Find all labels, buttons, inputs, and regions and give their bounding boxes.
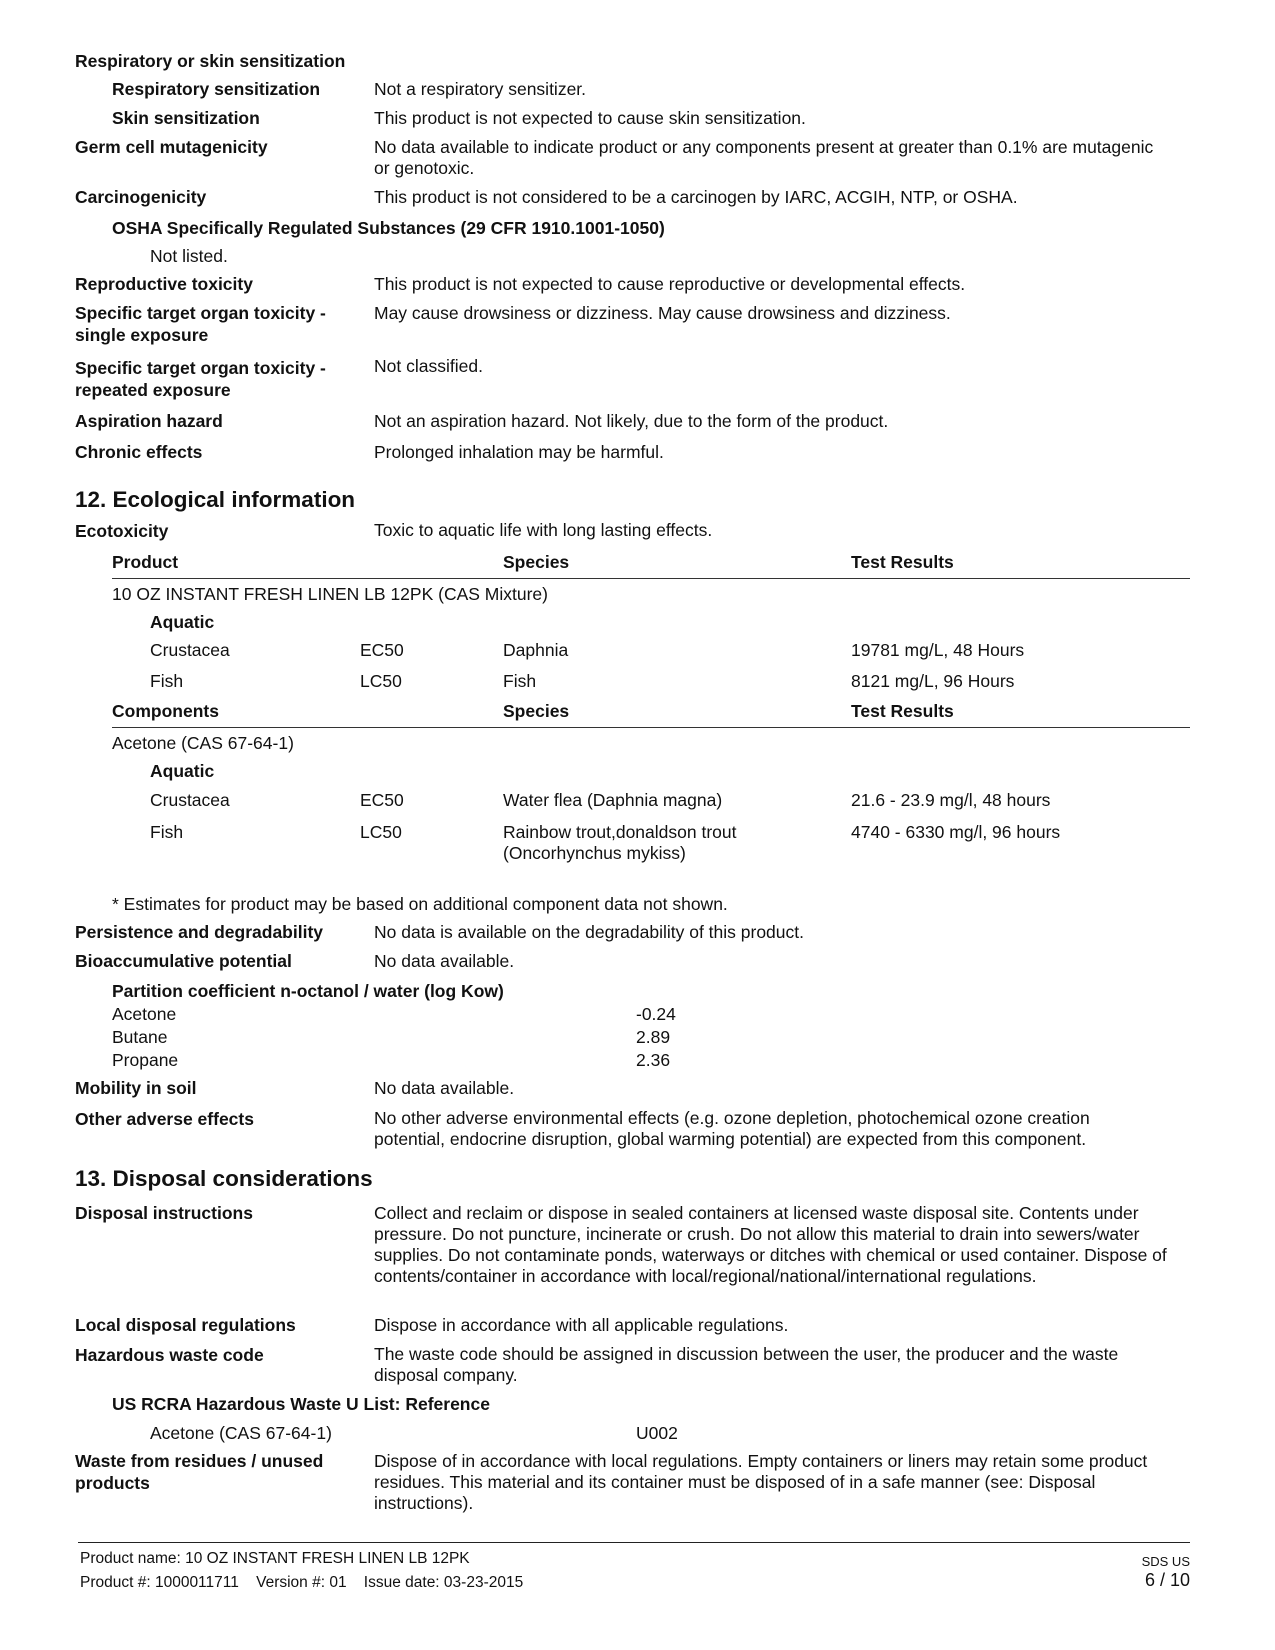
osha-regulated-value: Not listed.	[150, 246, 228, 266]
germ-cell-value: No data available to indicate product or any components present at greater than 0.1% are mutagenic or genotoxic.	[374, 137, 1154, 178]
product-row-species: Daphnia	[503, 640, 569, 660]
components-table-header-components: Components	[112, 701, 219, 721]
chronic-effects-value: Prolonged inhalation may be harmful.	[374, 442, 664, 462]
osha-regulated-label: OSHA Specifically Regulated Substances (29 CFR 1910.1001-1050)	[112, 218, 665, 238]
components-table-component-name: Acetone (CAS 67-64-1)	[112, 733, 294, 753]
footer-product-name: Product name: 10 OZ INSTANT FRESH LINEN LB 12PK	[80, 1550, 470, 1567]
partition-row-name: Butane	[112, 1027, 168, 1047]
stot-repeated-label-2: repeated exposure	[75, 380, 231, 400]
waste-residues-label-2: products	[75, 1473, 150, 1493]
local-disposal-value: Dispose in accordance with all applicable regulations.	[374, 1315, 789, 1335]
ecotoxicity-label: Ecotoxicity	[75, 521, 169, 541]
stot-single-value: May cause drowsiness or dizziness. May cause drowsiness and dizziness.	[374, 303, 951, 323]
disposal-instructions-label: Disposal instructions	[75, 1203, 253, 1223]
partition-coefficient-label: Partition coefficient n-octanol / water (log Kow)	[112, 981, 504, 1001]
footer-sds-label: SDS US	[1141, 1554, 1190, 1569]
partition-row-name: Acetone	[112, 1004, 177, 1024]
disposal-instructions-value: Collect and reclaim or dispose in sealed containers at licensed waste disposal site. Contents under pressure. Do not puncture, incinerate or crush. Do not allow this material to drain into sewers/water supplies. Do not contaminate ponds, waterways or ditches with chemical or used container. Dispose of contents/container in accordance with local/regional/national/international regulations.	[374, 1203, 1167, 1286]
waste-residues-label-1: Waste from residues / unused	[75, 1451, 324, 1471]
components-table-divider	[112, 727, 1190, 728]
mobility-value: No data available.	[374, 1078, 515, 1098]
bioaccumulative-label: Bioaccumulative potential	[75, 951, 292, 971]
persistence-label: Persistence and degradability	[75, 922, 324, 942]
product-row-species: Fish	[503, 671, 537, 691]
product-row-result: 8121 mg/L, 96 Hours	[851, 671, 1015, 691]
section-12-heading: 12. Ecological information	[75, 487, 356, 512]
component-row-species-latin: (Oncorhynchus mykiss)	[503, 843, 686, 863]
stot-repeated-label-1: Specific target organ toxicity -	[75, 358, 326, 378]
product-row-result: 19781 mg/L, 48 Hours	[851, 640, 1025, 660]
skin-sensitization-label: Skin sensitization	[112, 108, 260, 128]
components-table-header-results: Test Results	[851, 701, 954, 721]
component-row-result: 21.6 - 23.9 mg/l, 48 hours	[851, 790, 1051, 810]
carcinogenicity-value: This product is not considered to be a carcinogen by IARC, ACGIH, NTP, or OSHA.	[374, 187, 1018, 207]
footer-product-line: Product #: 1000011711 Version #: 01 Issue date: 03-23-2015	[80, 1574, 524, 1591]
product-table-header-species: Species	[503, 552, 570, 572]
partition-row-value: 2.89	[636, 1027, 671, 1047]
rcra-code: U002	[636, 1423, 678, 1443]
product-row-endpoint: LC50	[360, 671, 402, 691]
germ-cell-label: Germ cell mutagenicity	[75, 137, 268, 157]
hazardous-waste-code-label: Hazardous waste code	[75, 1345, 264, 1365]
respiratory-sensitization-label: Respiratory sensitization	[112, 79, 321, 99]
chronic-effects-label: Chronic effects	[75, 442, 203, 462]
component-row-endpoint: EC50	[360, 790, 404, 810]
section-13-heading: 13. Disposal considerations	[75, 1166, 373, 1191]
component-row-result: 4740 - 6330 mg/l, 96 hours	[851, 822, 1061, 842]
product-table-group: Aquatic	[150, 612, 215, 632]
component-row-type: Crustacea	[150, 790, 230, 810]
partition-row-value: 2.36	[636, 1050, 671, 1070]
partition-row-name: Propane	[112, 1050, 179, 1070]
resp-skin-sensitization-label: Respiratory or skin sensitization	[75, 51, 346, 71]
component-row-species: Rainbow trout,donaldson trout	[503, 822, 737, 842]
hazardous-waste-code-value: The waste code should be assigned in discussion between the user, the producer and the waste disposal company.	[374, 1344, 1119, 1385]
footer-page-number: 6 / 10	[1144, 1570, 1190, 1590]
carcinogenicity-label: Carcinogenicity	[75, 187, 207, 207]
product-table-divider	[112, 578, 1190, 579]
reproductive-toxicity-value: This product is not expected to cause reproductive or developmental effects.	[374, 274, 966, 294]
respiratory-sensitization-value: Not a respiratory sensitizer.	[374, 79, 587, 99]
footer-divider	[78, 1542, 1190, 1543]
stot-single-label-2: single exposure	[75, 325, 209, 345]
bioaccumulative-value: No data available.	[374, 951, 515, 971]
component-row-endpoint: LC50	[360, 822, 402, 842]
product-table-header-results: Test Results	[851, 552, 954, 572]
aspiration-hazard-label: Aspiration hazard	[75, 411, 223, 431]
aspiration-hazard-value: Not an aspiration hazard. Not likely, due to the form of the product.	[374, 411, 889, 431]
waste-residues-value: Dispose of in accordance with local regulations. Empty containers or liners may retain some product residues. This material and its container must be disposed of in a safe manner (see: Disposal instructions).	[374, 1451, 1148, 1513]
persistence-value: No data is available on the degradability of this product.	[374, 922, 804, 942]
mobility-label: Mobility in soil	[75, 1078, 197, 1098]
component-row-type: Fish	[150, 822, 184, 842]
product-table-header-product: Product	[112, 552, 179, 572]
components-table-header-species: Species	[503, 701, 570, 721]
ecotoxicity-value: Toxic to aquatic life with long lasting effects.	[374, 520, 713, 540]
other-adverse-value: No other adverse environmental effects (e.g. ozone depletion, photochemical ozone creation potential, endocrine disruption, global warming potential) are expected from this component.	[374, 1108, 1090, 1149]
component-row-species: Water flea (Daphnia magna)	[503, 790, 723, 810]
stot-repeated-value: Not classified.	[374, 356, 483, 376]
components-table-group: Aquatic	[150, 761, 215, 781]
product-row-endpoint: EC50	[360, 640, 404, 660]
reproductive-toxicity-label: Reproductive toxicity	[75, 274, 253, 294]
rcra-substance: Acetone (CAS 67-64-1)	[150, 1423, 332, 1443]
partition-row-value: -0.24	[636, 1004, 676, 1024]
product-row-type: Crustacea	[150, 640, 230, 660]
product-table-product-name: 10 OZ INSTANT FRESH LINEN LB 12PK (CAS Mixture)	[112, 584, 548, 604]
other-adverse-label: Other adverse effects	[75, 1109, 254, 1129]
local-disposal-label: Local disposal regulations	[75, 1315, 296, 1335]
estimates-note: * Estimates for product may be based on additional component data not shown.	[112, 894, 728, 914]
skin-sensitization-value: This product is not expected to cause skin sensitization.	[374, 108, 806, 128]
rcra-label: US RCRA Hazardous Waste U List: Reference	[112, 1394, 490, 1414]
product-row-type: Fish	[150, 671, 184, 691]
stot-single-label-1: Specific target organ toxicity -	[75, 303, 326, 323]
